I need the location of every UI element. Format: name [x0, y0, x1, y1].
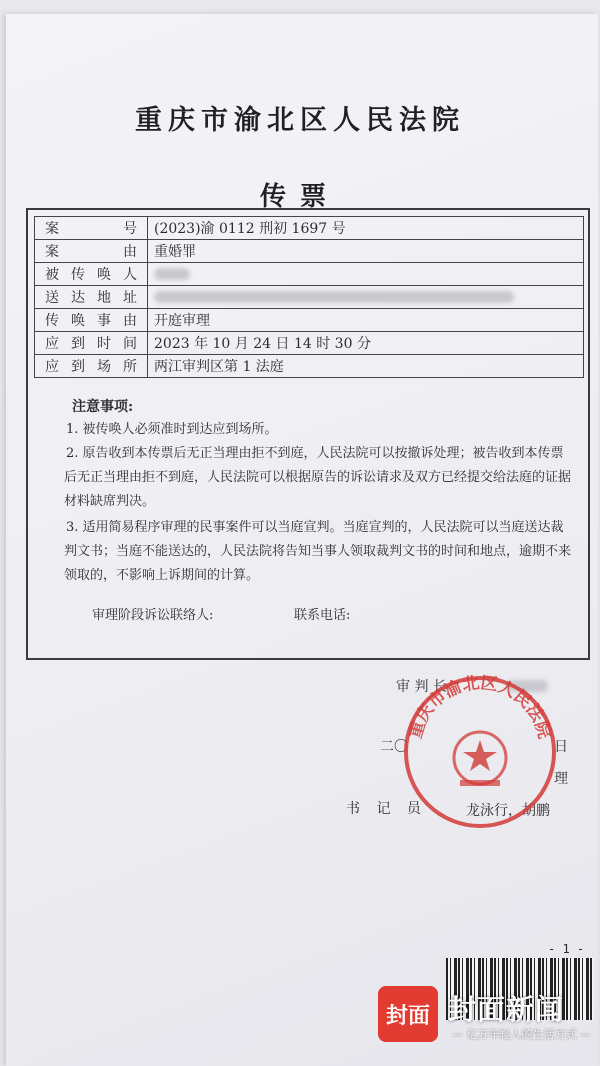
table-row: [35, 309, 584, 332]
assistant-suffix: 理: [554, 771, 568, 787]
court-seal: [400, 672, 560, 832]
table-row: [35, 332, 584, 355]
field-value: 重婚罪: [148, 240, 584, 263]
field-value: 两江审判区第 1 法庭: [148, 355, 584, 378]
field-label: 被传唤人: [35, 263, 148, 286]
date-suffix: 日: [554, 739, 568, 755]
table-row: [35, 240, 584, 263]
field-label: 案号: [35, 217, 148, 240]
brand-slogan: — 亿万年轻人的生活方式 —: [452, 1028, 591, 1041]
notes-heading: 注意事项:: [72, 399, 134, 415]
table-row: [35, 217, 584, 240]
judge-label: 审 判 长: [396, 679, 447, 695]
field-label: 案由: [35, 240, 148, 263]
field-label: 应到时间: [35, 332, 148, 355]
note-item: 2. 原告收到本传票后无正当理由拒不到庭，人民法院可以按撤诉处理；被告收到本传票后无正当理由拒不到庭，人民法院可以根据原告的诉讼请求及双方已经提交给法庭的证据材料缺席判决。: [64, 446, 572, 509]
table-row: [35, 263, 584, 286]
table-row: [35, 286, 584, 309]
table-row: [35, 355, 584, 378]
field-value: 开庭审理: [148, 309, 584, 332]
field-value: 2023 年 10 月 24 日 14 时 30 分: [148, 332, 584, 355]
liaison-label: 审理阶段诉讼联络人:: [92, 608, 214, 623]
brand-name: 封面新闻: [448, 993, 565, 1026]
note-item: 1. 被传唤人必须准时到达应到场所。: [66, 422, 278, 437]
clerk-label: 书 记 员: [346, 801, 427, 817]
brand-logo: 封面: [378, 986, 438, 1042]
document-title: 传票: [259, 182, 340, 212]
redacted-address: [148, 286, 584, 309]
date-label: 二〇: [380, 739, 408, 755]
summons-info-table: [34, 216, 584, 378]
page-number: - 1 -: [548, 942, 585, 956]
field-label: 应到场所: [35, 355, 148, 378]
field-label: 送达地址: [35, 286, 148, 309]
seal-text: 重庆市渝北区人民法院: [405, 673, 555, 741]
field-value: (2023)渝 0112 刑初 1697 号: [148, 217, 584, 240]
court-name: 重庆市渝北区人民法院: [135, 105, 465, 136]
redacted-name: [148, 263, 584, 286]
clerk-names: 龙泳行，胡鹏: [466, 803, 550, 819]
field-label: 传唤事由: [35, 309, 148, 332]
note-item: 3. 适用简易程序审理的民事案件可以当庭宣判。当庭宣判的，人民法院可以当庭送达裁判文书；当庭不能送达的，人民法院将告知当事人领取裁判文书的时间和地点，逾期不来领取的，不影响上诉期间的计算。: [64, 520, 572, 583]
phone-label: 联系电话:: [294, 608, 351, 623]
